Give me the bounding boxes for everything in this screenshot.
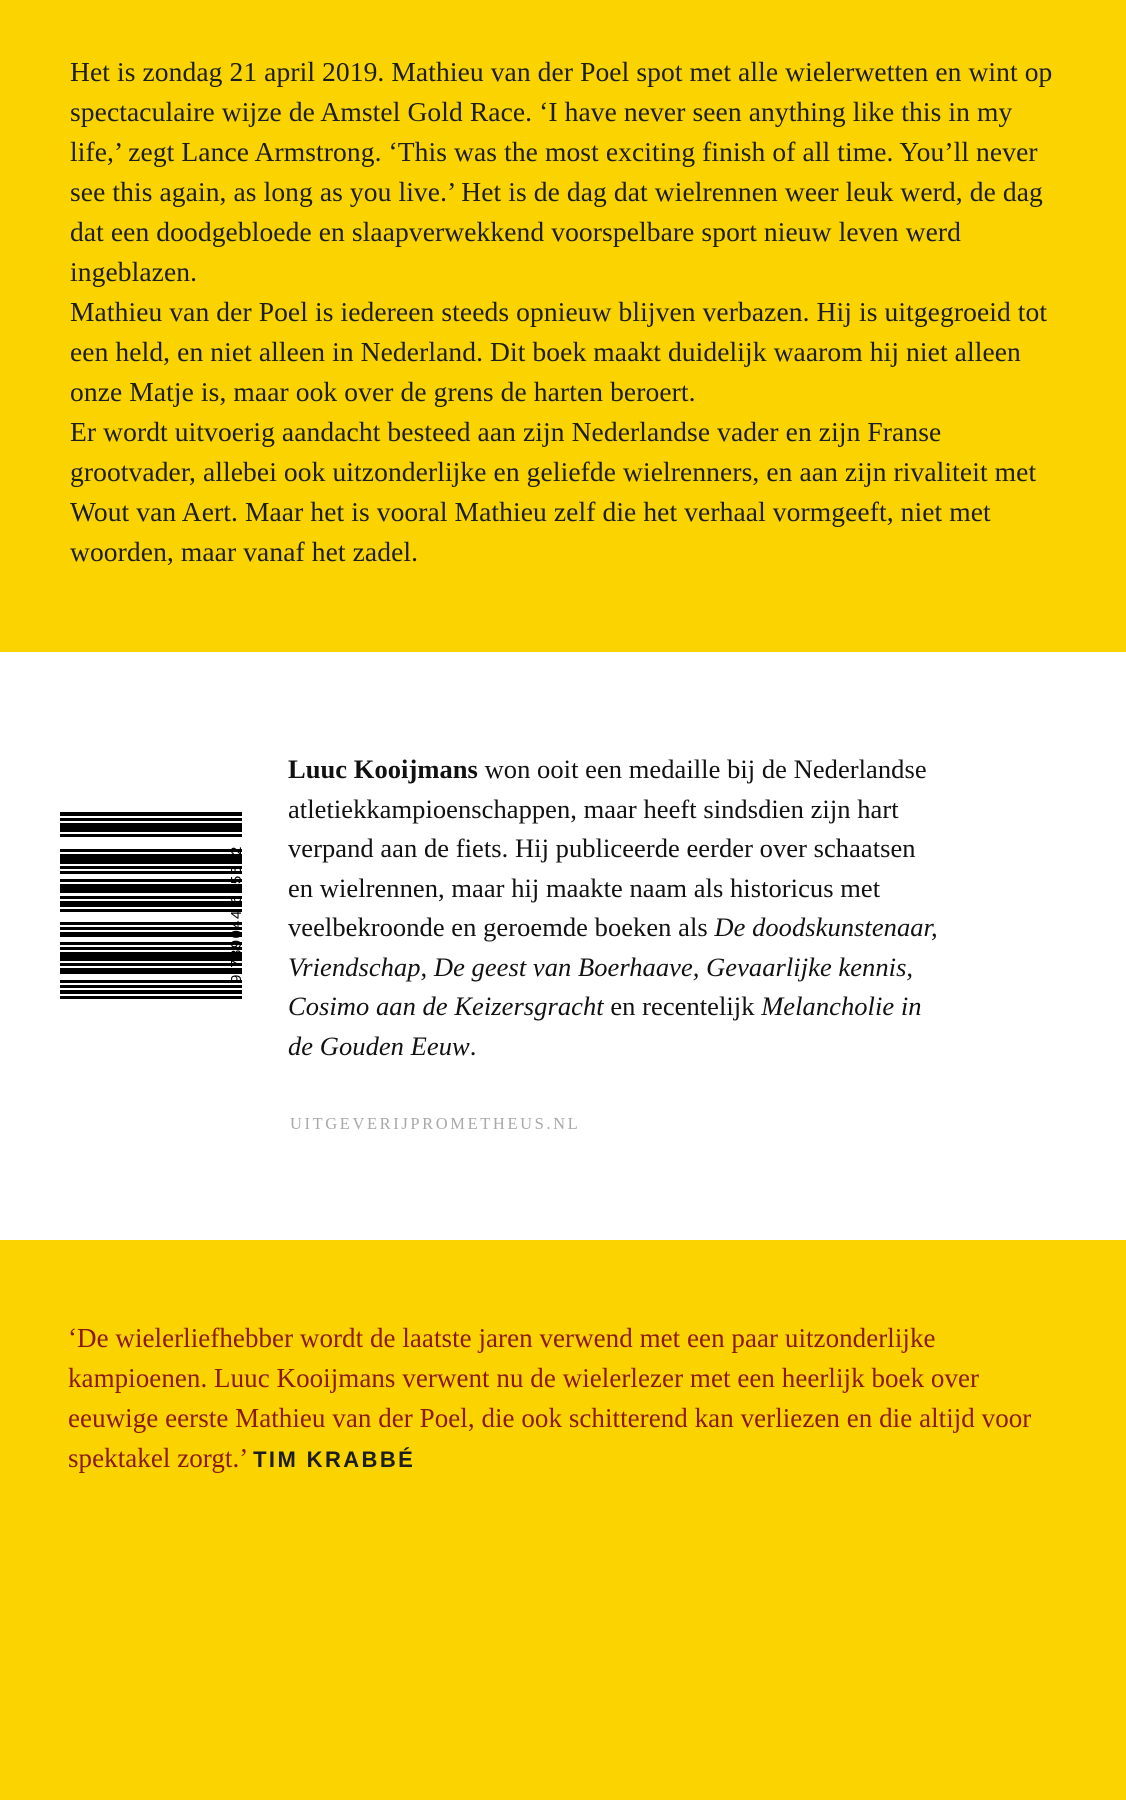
- barcode-bar: [60, 823, 242, 832]
- barcode-bar: [60, 837, 242, 849]
- quote-panel: [0, 1240, 1126, 1800]
- bio-book-titles-1: De doodskunstenaar, Vriendschap, De geest van Boerhaave, Gevaarlijke kennis, Cosimo aan de Keizersgracht: [288, 912, 938, 1021]
- author-name: Luuc Kooijmans: [288, 754, 478, 784]
- isbn-barcode: [60, 812, 245, 1027]
- author-bio: [288, 750, 940, 1066]
- review-quote: [68, 1318, 1060, 1480]
- review-quote-text: ‘De wielerliefhebber wordt de laatste jaren verwend met een paar uitzonderlijke kampioenen. Luuc Kooijmans verwent nu de wielerlezer met een heerlijk boek over eeuwige eerste Mathieu van der Poel, die ook schitterend kan verliezen en die altijd voor spektakel zorgt.’: [68, 1323, 1032, 1473]
- barcode-bar: [60, 952, 242, 961]
- isbn-number: 9 789044 655582: [228, 845, 245, 983]
- blurb-paragraph-3: Er wordt uitvoerig aandacht besteed aan zijn Nederlandse vader en zijn Franse grootvader, allebei ook uitzonderlijke en geliefde wielrenners, en aan zijn rivaliteit met Wout van Aert. Maar het is vooral Mathieu zelf die het verhaal vormgeeft, niet met woorden, maar vanaf het zadel.: [70, 416, 1037, 567]
- barcode-bar: [60, 999, 242, 1001]
- review-quote-paragraph: [68, 1318, 1060, 1480]
- blurb-paragraph-1: Het is zondag 21 april 2019. Mathieu van der Poel spot met alle wielerwetten en wint op spectaculaire wijze de Amstel Gold Race. ‘I have never seen anything like this in my life,’ zegt Lance Armstrong. ‘This was the most exciting finish of all time. You’ll never see this again, as long as you live.’ Het is de dag dat wielrennen weer leuk werd, de dag dat een doodgebloede en slaapverwekkend voorspelbare sport nieuw leven werd ingeblazen.: [70, 56, 1053, 287]
- blurb-text-block: [70, 52, 1056, 572]
- bio-text-1: won ooit een medaille bij de Nederlandse atletiekkampioenschappen, maar heeft sindsdien zijn hart verpand aan de fiets. Hij publiceerde eerder over schaatsen en wielrennen, maar hij maakte naam als historicus met veelbekroonde en geroemde boeken als: [288, 754, 927, 942]
- blurb-paragraph-2: Mathieu van der Poel is iedereen steeds opnieuw blijven verbazen. Hij is uitgegroeid tot een held, en niet alleen in Nederland. Dit boek maakt duidelijk waarom hij niet alleen onze Matje is, maar ook over de grens de harten beroert.: [70, 296, 1048, 407]
- author-panel: [0, 652, 1126, 1240]
- bio-text-2: en recentelijk: [603, 991, 762, 1021]
- bio-text-3: .: [469, 1030, 477, 1061]
- barcode-bars: [60, 812, 242, 1012]
- bio-book-titles-2: Melancholie in de Gouden Eeuw: [288, 991, 922, 1061]
- barcode-bar: [60, 854, 242, 864]
- review-attribution: TIM KRABBÉ: [253, 1447, 416, 1472]
- author-bio-paragraph: [288, 750, 940, 1066]
- publisher-url[interactable]: UITGEVERIJPROMETHEUS.NL: [290, 1114, 581, 1133]
- barcode-bar: [60, 912, 242, 922]
- blurb-panel: [0, 0, 1126, 652]
- barcode-bar: [60, 884, 242, 893]
